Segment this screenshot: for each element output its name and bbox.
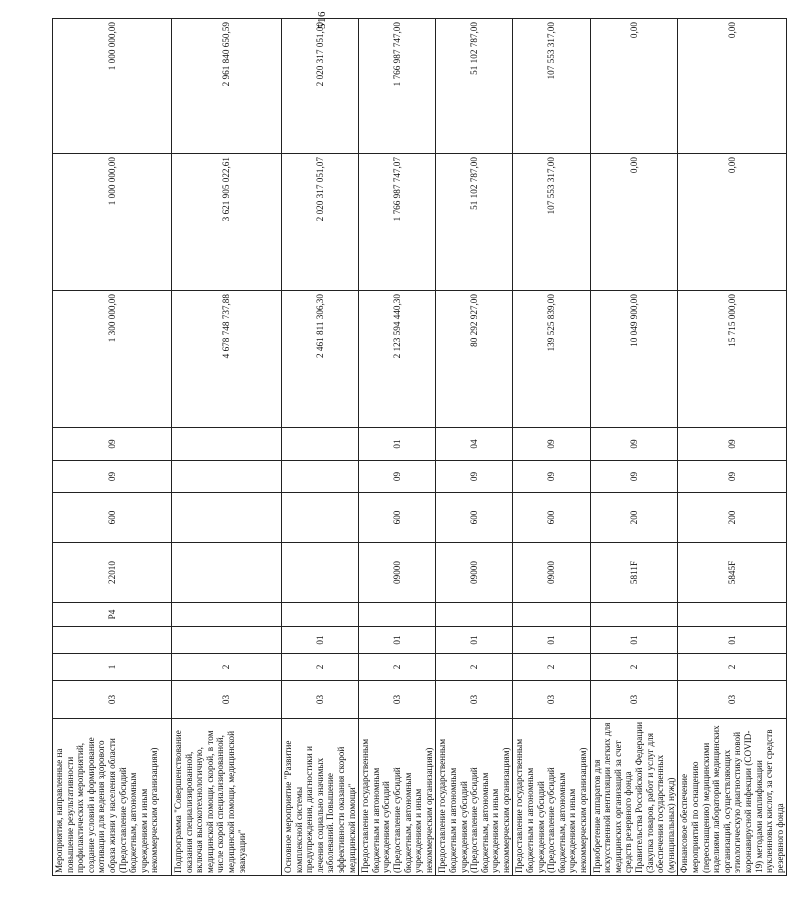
code-program: 03 <box>590 681 678 719</box>
code-program: 03 <box>513 681 590 719</box>
code-section: 09 <box>678 461 787 493</box>
code-subprogram: 2 <box>590 654 678 681</box>
amount-year-3: 0,00 <box>678 19 787 154</box>
row-description: Приобретение аппаратов для искусственной вентиляции легких для медицинских организаций за счет средств резервного фонда Правительства Российской Федерации (Закупка товаров, работ и услуг для обеспечения государственных (муниципальных) нужд) <box>590 719 678 876</box>
table-body <box>53 19 787 876</box>
amount-year-1: 15 715 000,00 <box>678 291 787 428</box>
code-expense <box>282 543 359 603</box>
code-main-event <box>53 627 172 654</box>
code-main-event: 01 <box>678 627 787 654</box>
code-direction <box>436 603 513 627</box>
amount-year-3: 1 766 987 747,00 <box>359 19 436 154</box>
code-program: 03 <box>172 681 282 719</box>
code-section: 09 <box>359 461 436 493</box>
code-expense-type <box>282 493 359 543</box>
code-program: 03 <box>359 681 436 719</box>
budget-table <box>52 18 787 876</box>
amount-year-2: 107 553 317,00 <box>513 154 590 291</box>
row-description: Предоставление государственным бюджетным и автономным учреждениям субсидий (Предоставление субсидий бюджетным, автономным учреждениям и иным некоммерческим организациям) <box>359 719 436 876</box>
code-expense-type: 600 <box>53 493 172 543</box>
code-main-event: 01 <box>590 627 678 654</box>
amount-year-2: 2 020 317 051,07 <box>282 154 359 291</box>
code-program: 03 <box>282 681 359 719</box>
code-expense-type: 600 <box>436 493 513 543</box>
code-subprogram: 2 <box>678 654 787 681</box>
amount-year-1: 139 525 839,00 <box>513 291 590 428</box>
amount-year-3: 0,00 <box>590 19 678 154</box>
table-row <box>678 19 787 876</box>
table-row <box>172 19 282 876</box>
amount-year-1: 10 049 900,00 <box>590 291 678 428</box>
amount-year-1: 4 678 748 737,88 <box>172 291 282 428</box>
code-subsection: 09 <box>590 428 678 461</box>
code-direction <box>282 603 359 627</box>
row-description: Основное мероприятие "Развитие комплексной системы предупреждения, диагностики и лечения социально значимых заболеваний. Повышение эффективности оказания скорой медицинской помощи" <box>282 719 359 876</box>
code-main-event: 01 <box>359 627 436 654</box>
code-direction <box>678 603 787 627</box>
amount-year-3: 2 961 840 650,59 <box>172 19 282 154</box>
amount-year-3: 107 553 317,00 <box>513 19 590 154</box>
code-expense: 5845F <box>678 543 787 603</box>
code-subsection <box>172 428 282 461</box>
code-expense <box>172 543 282 603</box>
code-program: 03 <box>436 681 513 719</box>
code-subsection: 01 <box>359 428 436 461</box>
amount-year-3: 2 020 317 051,00 <box>282 19 359 154</box>
code-subsection <box>282 428 359 461</box>
row-description: Мероприятия, направленные на повышение результативности профилактических мероприятий, создание условий и формирование мотивации для ведения здорового образа жизни у населения области (Предоставление субсидий бюджетным, автономным учреждениям и иным некоммерческим организациям) <box>53 719 172 876</box>
code-subsection: 09 <box>53 428 172 461</box>
code-subsection: 09 <box>678 428 787 461</box>
code-program: 03 <box>678 681 787 719</box>
table-row <box>513 19 590 876</box>
code-section: 09 <box>590 461 678 493</box>
amount-year-2: 0,00 <box>590 154 678 291</box>
code-subprogram: 2 <box>172 654 282 681</box>
code-expense-type: 600 <box>359 493 436 543</box>
amount-year-2: 51 102 787,00 <box>436 154 513 291</box>
code-expense-type: 600 <box>513 493 590 543</box>
amount-year-3: 1 000 000,00 <box>53 19 172 154</box>
amount-year-2: 3 621 905 022,61 <box>172 154 282 291</box>
code-section <box>282 461 359 493</box>
code-direction <box>359 603 436 627</box>
code-expense: 22010 <box>53 543 172 603</box>
amount-year-2: 0,00 <box>678 154 787 291</box>
code-direction: Р4 <box>53 603 172 627</box>
code-section: 09 <box>436 461 513 493</box>
code-expense: 09000 <box>513 543 590 603</box>
code-subprogram: 2 <box>282 654 359 681</box>
code-main-event: 01 <box>436 627 513 654</box>
code-section <box>172 461 282 493</box>
code-expense: 09000 <box>436 543 513 603</box>
code-subsection: 04 <box>436 428 513 461</box>
code-main-event: 01 <box>513 627 590 654</box>
code-direction <box>590 603 678 627</box>
code-main-event <box>172 627 282 654</box>
row-description: Предоставление государственным бюджетным и автономным учреждениям субсидий (Предоставление субсидий бюджетным, автономным учреждениям и иным некоммерческим организациям) <box>513 719 590 876</box>
code-expense: 5811F <box>590 543 678 603</box>
table-row <box>359 19 436 876</box>
amount-year-3: 51 102 787,00 <box>436 19 513 154</box>
row-description: Финансовое обеспечение мероприятий по оснащению (переоснащению) медицинскими изделиями лабораторий медицинских организаций, осуществляющих этиологическую диагностику новой коронавирусной инфекции (COVID-19) методами амплификации нуклеиновых кислот, за счет средств резервного фонда <box>678 719 787 876</box>
code-expense-type: 200 <box>590 493 678 543</box>
code-section: 09 <box>53 461 172 493</box>
amount-year-2: 1 766 987 747,07 <box>359 154 436 291</box>
budget-table-rotated <box>52 22 785 876</box>
code-section: 09 <box>513 461 590 493</box>
amount-year-1: 2 123 594 440,30 <box>359 291 436 428</box>
amount-year-1: 80 292 927,00 <box>436 291 513 428</box>
code-direction <box>513 603 590 627</box>
table-row <box>590 19 678 876</box>
table-row <box>282 19 359 876</box>
code-subprogram: 2 <box>436 654 513 681</box>
code-subprogram: 2 <box>359 654 436 681</box>
row-description: Предоставление государственным бюджетным и автономным учреждениям субсидий (Предоставление субсидий бюджетным, автономным учреждениям и иным некоммерческим организациям) <box>436 719 513 876</box>
table-row <box>436 19 513 876</box>
amount-year-1: 1 300 000,00 <box>53 291 172 428</box>
code-main-event: 01 <box>282 627 359 654</box>
code-program: 03 <box>53 681 172 719</box>
table-row <box>53 19 172 876</box>
code-expense-type: 200 <box>678 493 787 543</box>
code-expense: 09000 <box>359 543 436 603</box>
amount-year-1: 2 461 811 306,30 <box>282 291 359 428</box>
code-direction <box>172 603 282 627</box>
code-subprogram: 1 <box>53 654 172 681</box>
code-subprogram: 2 <box>513 654 590 681</box>
code-subsection: 09 <box>513 428 590 461</box>
amount-year-2: 1 000 000,00 <box>53 154 172 291</box>
row-description: Подпрограмма "Совершенствование оказания специализированной, включая высокотехнологичную, медицинской помощи, скорой, в том числе скорой специализированной, медицинской помощи, медицинской эвакуации" <box>172 719 282 876</box>
page-number: 516 <box>316 11 328 29</box>
code-expense-type <box>172 493 282 543</box>
